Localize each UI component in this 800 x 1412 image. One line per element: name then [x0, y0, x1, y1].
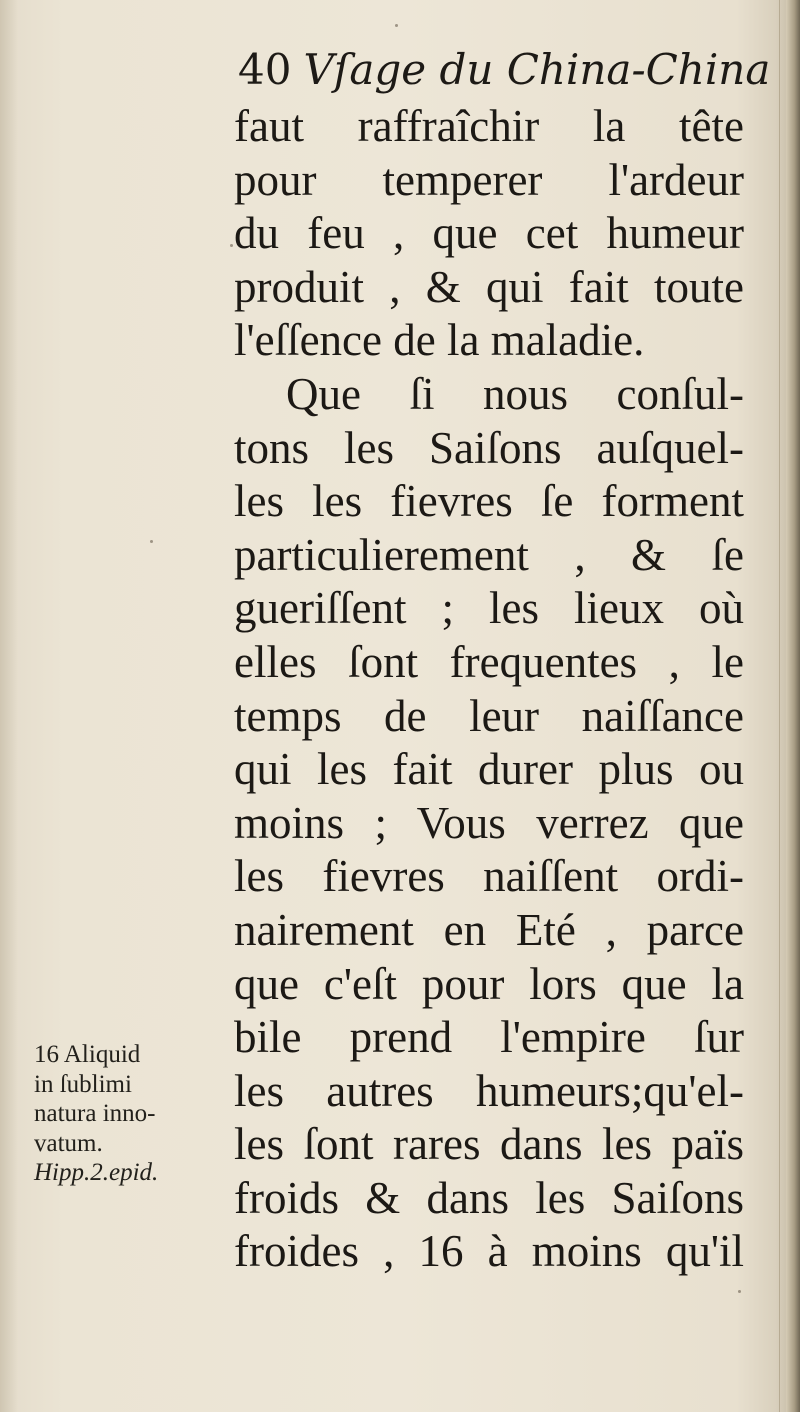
- text-line: les ſont rares dans les païs: [234, 1119, 744, 1170]
- ink-speck: [150, 540, 153, 543]
- body-text: [234, 100, 744, 1279]
- text-line: les fievres naiſſent ordi-: [234, 851, 744, 902]
- text-line: bile prend l'empire ſur: [234, 1012, 744, 1063]
- page-edge-line: [779, 0, 780, 1412]
- running-head: [238, 42, 771, 98]
- gutter-shadow: [0, 0, 18, 1412]
- text-line: que c'eſt pour lors que la: [234, 958, 744, 1009]
- marginal-note-line: 16 Aliquid: [34, 1041, 141, 1068]
- text-line: particulierement , & ſe: [234, 529, 744, 580]
- text-line: tons les Saiſons auſquel-: [234, 422, 744, 473]
- text-line: qui les fait durer plus ou: [234, 744, 744, 795]
- text-line: froids & dans les Saiſons: [234, 1172, 744, 1223]
- ink-speck: [738, 1290, 741, 1293]
- text-line: moins ; Vous verrez que: [234, 797, 744, 848]
- ink-speck: [395, 24, 398, 27]
- text-line: elles ſont frequentes , le: [234, 636, 744, 687]
- text-line: temps de leur naiſſance: [234, 690, 744, 741]
- page-number: 40: [238, 45, 292, 94]
- marginal-note: [34, 1040, 214, 1188]
- page-edge: [786, 0, 800, 1412]
- marginal-note-source: Hipp.2.epid.: [34, 1159, 159, 1186]
- text-line: faut raffraîchir la tête: [234, 101, 744, 151]
- text-line: du feu , que cet humeur: [234, 208, 744, 259]
- text-line: les les fievres ſe forment: [234, 476, 744, 527]
- text-line: les autres humeurs;qu'el-: [234, 1065, 744, 1116]
- marginal-note-line: vatum.: [34, 1129, 103, 1157]
- running-title: Vſage du China-China: [303, 45, 771, 94]
- text-line-paragraph-start: Que ſi nous conſul-: [286, 368, 744, 419]
- marginal-note-line: natura inno-: [34, 1100, 156, 1127]
- text-line: l'eſſence de la maladie.: [234, 315, 645, 366]
- text-line: nairement en Eté , parce: [234, 904, 744, 955]
- text-line: pour temperer l'ardeur: [234, 154, 744, 205]
- ink-speck: [230, 244, 233, 247]
- text-line: gueriſſent ; les lieux où: [234, 583, 744, 634]
- text-line: produit , & qui fait toute: [234, 261, 744, 312]
- text-line: froides , 16 à moins qu'il: [234, 1226, 744, 1277]
- marginal-note-line: in ſublimi: [34, 1070, 132, 1098]
